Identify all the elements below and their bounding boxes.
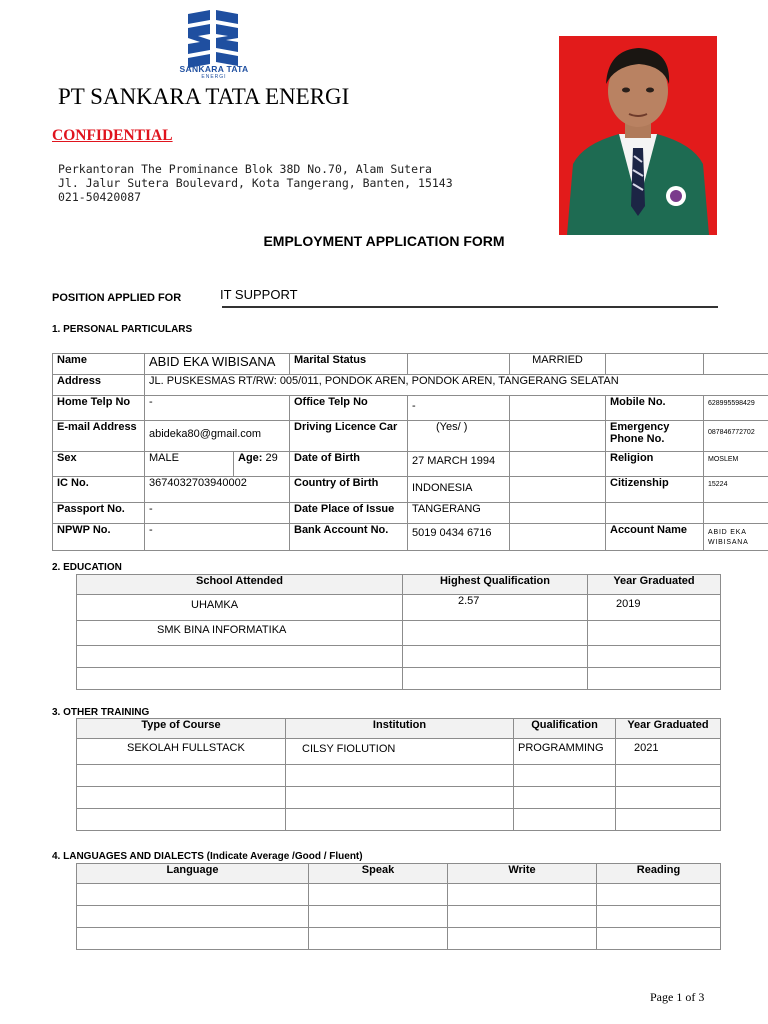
training-course-cell[interactable] (77, 787, 286, 809)
emergency-phone-label: Emergency Phone No. (606, 421, 704, 452)
religion-label: Religion (606, 452, 704, 477)
age-field[interactable]: 29 (265, 452, 278, 464)
address-label: Address (53, 375, 145, 396)
licence-extra-cell (510, 421, 606, 452)
lang-header-language: Language (77, 864, 309, 884)
address-line-2: Jl. Jalur Sutera Boulevard, Kota Tangerang, Banten, 15143 (58, 176, 453, 190)
position-underline (222, 306, 718, 308)
name-field[interactable]: ABID EKA WIBISANA (145, 354, 290, 375)
lang-header-reading: Reading (597, 864, 721, 884)
lang-language-cell[interactable] (77, 928, 309, 950)
training-qualification-cell[interactable]: PROGRAMMING (514, 739, 616, 765)
section-training-heading: 3. OTHER TRAINING (52, 707, 150, 718)
edu-header-qualification: Highest Qualification (403, 575, 588, 595)
mobile-field[interactable]: 628995598429 (704, 396, 768, 421)
edu-qualification-cell[interactable] (403, 621, 588, 646)
driving-licence-label: Driving Licence Car (290, 421, 408, 452)
account-name-field[interactable]: ABID EKA WIBISANA (704, 524, 768, 551)
marital-empty-cell (408, 354, 510, 375)
training-header-institution: Institution (286, 719, 514, 739)
lang-write-cell[interactable] (448, 884, 597, 906)
marital-status-field[interactable]: MARRIED (510, 354, 606, 375)
home-telp-field[interactable]: - (145, 396, 290, 421)
citizenship-field[interactable]: 15224 (704, 477, 768, 503)
company-phone: 021-50420087 (58, 190, 142, 204)
training-year-cell[interactable] (616, 765, 721, 787)
lang-speak-cell[interactable] (309, 906, 448, 928)
marital-status-label: Marital Status (290, 354, 408, 375)
edu-school-cell[interactable] (77, 646, 403, 668)
edu-school-cell[interactable]: UHAMKA (77, 595, 403, 621)
office-telp-label: Office Telp No (290, 396, 408, 421)
office-telp-field[interactable]: - (408, 396, 510, 421)
country-extra-cell (510, 477, 606, 503)
age-cell (234, 452, 290, 477)
table-row (77, 646, 721, 668)
section-education-heading: 2. EDUCATION (52, 562, 122, 573)
emergency-phone-field[interactable]: 087846772702 (704, 421, 768, 452)
training-course-cell[interactable]: SEKOLAH FULLSTACK (77, 739, 286, 765)
edu-year-cell[interactable] (588, 621, 721, 646)
training-year-cell[interactable]: 2021 (616, 739, 721, 765)
table-row (77, 928, 721, 950)
lang-header-write: Write (448, 864, 597, 884)
edu-qualification-cell[interactable] (403, 646, 588, 668)
training-header-qualification: Qualification (514, 719, 616, 739)
dob-extra-cell (510, 452, 606, 477)
edu-school-cell[interactable] (77, 668, 403, 690)
edu-year-cell[interactable]: 2019 (588, 595, 721, 621)
section-personal-heading: 1. PERSONAL PARTICULARS (52, 324, 193, 335)
account-name-label: Account Name (606, 524, 704, 551)
lang-reading-cell[interactable] (597, 884, 721, 906)
table-row (77, 739, 721, 765)
lang-reading-cell[interactable] (597, 906, 721, 928)
edu-header-year: Year Graduated (588, 575, 721, 595)
driving-licence-field[interactable]: (Yes/ ) (408, 421, 510, 452)
passport-label: Passport No. (53, 503, 145, 524)
bank-extra-cell (510, 524, 606, 551)
bank-account-label: Bank Account No. (290, 524, 408, 551)
logo-subtext: ENERGI (201, 74, 227, 80)
table-row (77, 884, 721, 906)
office-telp-extra-cell (510, 396, 606, 421)
email-label: E-mail Address (53, 421, 145, 452)
edu-year-cell[interactable] (588, 646, 721, 668)
issue-extra-cell (510, 503, 606, 524)
position-label: POSITION APPLIED FOR (52, 292, 182, 304)
address-field[interactable]: JL. PUSKESMAS RT/RW: 005/011, PONDOK AREN, PONDOK AREN, TANGERANG SELATAN (145, 375, 768, 396)
issue-extra-cell-2 (606, 503, 704, 524)
training-table (76, 718, 721, 831)
training-institution-cell[interactable] (286, 787, 514, 809)
page-number: Page 1 of 3 (650, 990, 705, 1004)
training-course-cell[interactable] (77, 809, 286, 831)
training-year-cell[interactable] (616, 809, 721, 831)
lang-write-cell[interactable] (448, 906, 597, 928)
name-label: Name (53, 354, 145, 375)
email-field[interactable]: abideka80@gmail.com (145, 421, 290, 452)
issue-extra-cell-3 (704, 503, 768, 524)
company-name: PT SANKARA TATA ENERGI (58, 84, 350, 109)
edu-school-cell[interactable]: SMK BINA INFORMATIKA (77, 621, 403, 646)
table-row (77, 668, 721, 690)
ic-label: IC No. (53, 477, 145, 503)
country-of-birth-field[interactable]: INDONESIA (408, 477, 510, 503)
table-row (77, 621, 721, 646)
confidential-label: CONFIDENTIAL (52, 127, 173, 144)
training-institution-cell[interactable] (286, 765, 514, 787)
address-line-1: Perkantoran The Prominance Blok 38D No.70, Alam Sutera (58, 162, 432, 176)
religion-field[interactable]: MOSLEM (704, 452, 768, 477)
lang-language-cell[interactable] (77, 884, 309, 906)
dob-field[interactable]: 27 MARCH 1994 (408, 452, 510, 477)
section-languages-heading: 4. LANGUAGES AND DIALECTS (Indicate Average /Good / Fluent) (52, 851, 363, 862)
sex-label: Sex (53, 452, 145, 477)
mobile-label: Mobile No. (606, 396, 704, 421)
country-of-birth-label: Country of Birth (290, 477, 408, 503)
position-field[interactable]: IT SUPPORT (220, 287, 298, 302)
logo-text: SANKARA TATA (179, 64, 249, 74)
training-course-cell[interactable] (77, 765, 286, 787)
languages-table (76, 863, 721, 950)
education-table (76, 574, 721, 690)
ic-field[interactable]: 3674032703940002 (145, 477, 290, 503)
company-address (58, 162, 453, 204)
training-header-course: Type of Course (77, 719, 286, 739)
marital-extra-cell (606, 354, 704, 375)
training-institution-cell[interactable]: CILSY FIOLUTION (286, 739, 514, 765)
bank-account-field[interactable]: 5019 0434 6716 (408, 524, 510, 551)
form-title: EMPLOYMENT APPLICATION FORM (263, 233, 505, 249)
lang-reading-cell[interactable] (597, 928, 721, 950)
personal-particulars-table (52, 353, 768, 551)
lang-write-cell[interactable] (448, 928, 597, 950)
table-row (77, 787, 721, 809)
edu-header-school: School Attended (77, 575, 403, 595)
lang-speak-cell[interactable] (309, 928, 448, 950)
table-row (77, 595, 721, 621)
lang-language-cell[interactable] (77, 906, 309, 928)
dob-label: Date of Birth (290, 452, 408, 477)
issue-place-field[interactable]: TANGERANG (408, 503, 510, 524)
lang-header-speak: Speak (309, 864, 448, 884)
citizenship-label: Citizenship (606, 477, 704, 503)
edu-qualification-cell[interactable]: 2.57 (403, 595, 588, 621)
table-row (77, 765, 721, 787)
npwp-label: NPWP No. (53, 524, 145, 551)
issue-place-label: Date Place of Issue (290, 503, 408, 524)
applicant-photo (559, 36, 717, 235)
edu-year-cell[interactable] (588, 668, 721, 690)
age-label: Age: (238, 452, 263, 464)
marital-extra-cell-2 (704, 354, 768, 375)
table-row (77, 809, 721, 831)
home-telp-label: Home Telp No (53, 396, 145, 421)
lang-speak-cell[interactable] (309, 884, 448, 906)
training-institution-cell[interactable] (286, 809, 514, 831)
passport-field[interactable]: - (145, 503, 290, 524)
sex-field[interactable]: MALE (145, 452, 234, 477)
edu-qualification-cell[interactable] (403, 668, 588, 690)
training-qualification-cell[interactable] (514, 787, 616, 809)
training-year-cell[interactable] (616, 787, 721, 809)
training-qualification-cell[interactable] (514, 809, 616, 831)
npwp-field[interactable]: - (145, 524, 290, 551)
training-header-year: Year Graduated (616, 719, 721, 739)
table-row (77, 906, 721, 928)
training-qualification-cell[interactable] (514, 765, 616, 787)
